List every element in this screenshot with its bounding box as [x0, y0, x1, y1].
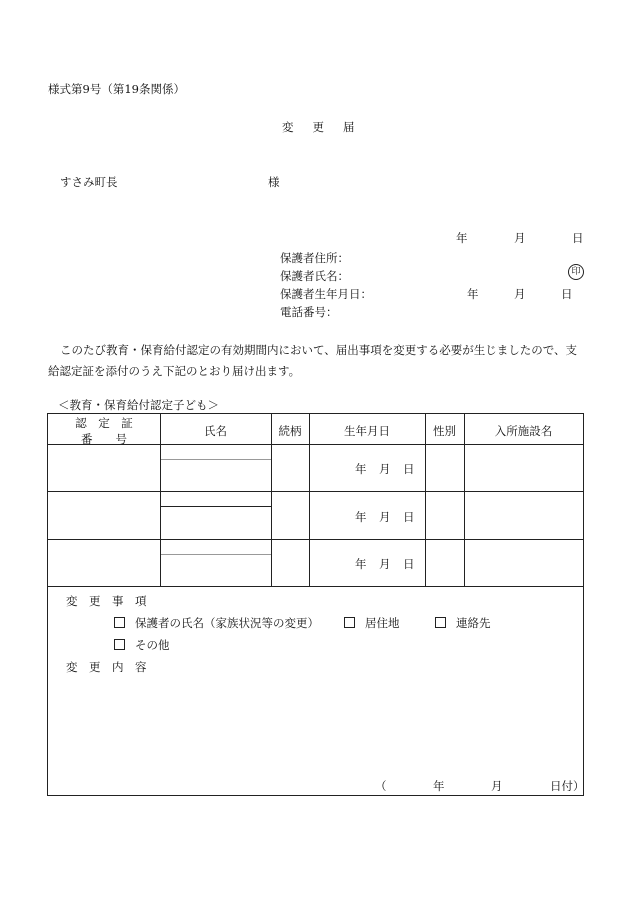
- checkbox-icon[interactable]: [435, 617, 446, 628]
- row1-month: 月: [379, 462, 391, 476]
- phone-label: 電話番号：: [280, 305, 338, 319]
- honorific: 様: [268, 175, 280, 189]
- seal-mark: 印: [568, 264, 584, 280]
- header-cert-number: 認 定 証 番 号: [75, 416, 133, 446]
- option-other[interactable]: その他: [114, 637, 170, 653]
- date-day-label: 日: [572, 231, 584, 245]
- guardian-name-label: 保護者氏名：: [280, 269, 349, 283]
- birth-day-label: 日: [561, 287, 573, 301]
- row2-month: 月: [379, 510, 391, 524]
- checkbox-icon[interactable]: [114, 617, 125, 628]
- header-birthdate: 生年月日: [344, 424, 390, 438]
- header-facility: 入所施設名: [494, 424, 553, 438]
- date-year-label: 年: [456, 231, 468, 245]
- row3-year: 年: [355, 557, 367, 571]
- checkbox-icon[interactable]: [114, 639, 125, 650]
- change-items-label: 変 更 事 項: [66, 594, 147, 608]
- header-gender: 性別: [433, 424, 456, 438]
- footer-year: 年: [433, 779, 445, 793]
- guardian-birthdate-label: 保護者生年月日：: [280, 287, 372, 301]
- page-title: 変更届: [282, 120, 374, 134]
- change-content-label: 変 更 内 容: [66, 660, 147, 674]
- body-text: このたび教育・保育給付認定の有効期間内において、届出事項を変更する必要が生じましたので、支給認定証を添付のうえ下記のとおり届け出ます。: [48, 343, 578, 378]
- row2-day: 日: [403, 510, 415, 524]
- form-number: 様式第9号（第19条関係）: [48, 82, 185, 96]
- footer-day: 日付）: [550, 779, 585, 793]
- birth-year-label: 年: [467, 287, 479, 301]
- option-contact[interactable]: 連絡先: [435, 615, 491, 631]
- row2-year: 年: [355, 510, 367, 524]
- date-month-label: 月: [514, 231, 526, 245]
- option-guardian-name[interactable]: 保護者の氏名（家族状況等の変更）: [114, 615, 319, 631]
- child-table: [47, 413, 584, 796]
- footer-open-paren: （: [375, 779, 387, 793]
- row3-month: 月: [379, 557, 391, 571]
- guardian-address-label: 保護者住所：: [280, 251, 349, 265]
- birth-month-label: 月: [514, 287, 526, 301]
- option-residence[interactable]: 居住地: [344, 615, 400, 631]
- row1-year: 年: [355, 462, 367, 476]
- row3-day: 日: [403, 557, 415, 571]
- addressee: すさみ町長: [60, 175, 118, 189]
- footer-month: 月: [491, 779, 503, 793]
- row1-day: 日: [403, 462, 415, 476]
- header-relation: 続柄: [278, 424, 302, 438]
- checkbox-icon[interactable]: [344, 617, 355, 628]
- table-caption: ＜教育・保育給付認定子ども＞: [58, 398, 219, 412]
- header-name: 氏名: [204, 424, 227, 438]
